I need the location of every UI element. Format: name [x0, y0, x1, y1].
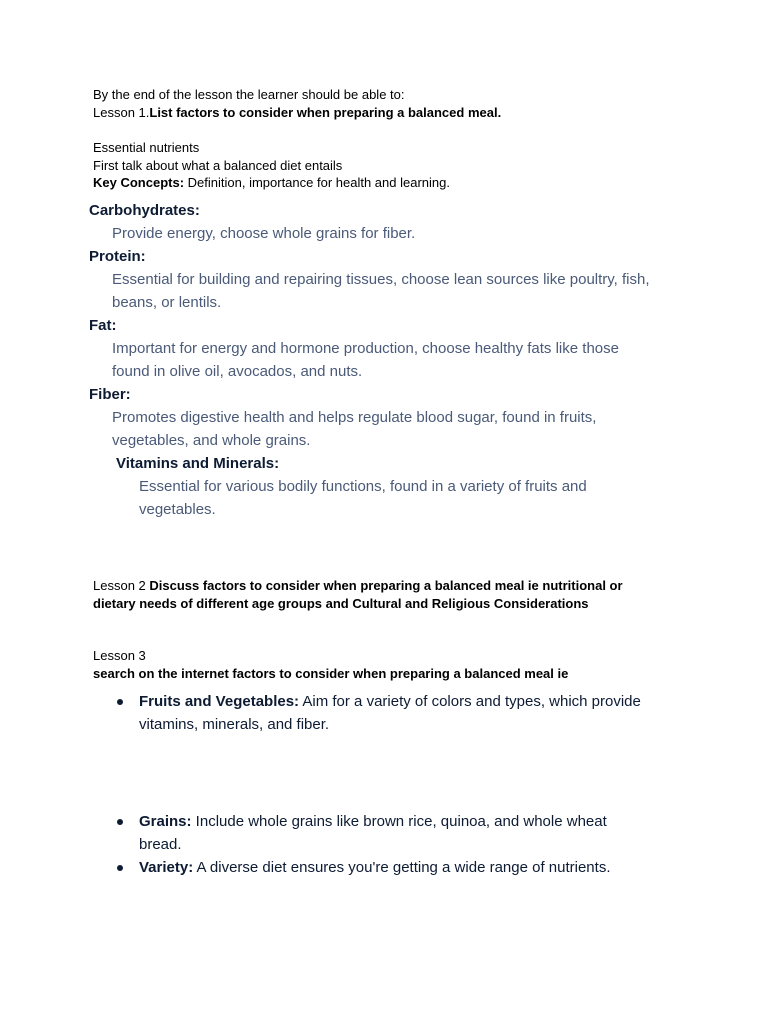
bullet-icon [117, 865, 123, 871]
objective-text: By the end of the lesson the learner should be able to: [93, 87, 405, 102]
lesson-3-instruction [93, 665, 568, 683]
bullet-label: Variety: [139, 859, 194, 876]
bullet-fruits-vegetables-line1 [139, 690, 641, 713]
key-concepts-text: Definition, importance for health and learning. [184, 175, 450, 190]
lesson-2-prefix: Lesson 2 [93, 578, 150, 593]
bullet-label: Fruits and Vegetables: [139, 693, 300, 710]
lesson-2-line1 [93, 577, 623, 595]
bullet-label: Grains: [139, 813, 192, 830]
lesson-2-title-line2: dietary needs of different age groups and Cultural and Religious Considerations [93, 596, 589, 611]
nutrient-name-vitamins-minerals: Vitamins and Minerals: [116, 455, 280, 472]
key-concepts-label: Key Concepts: [93, 175, 185, 190]
nutrient-name-carbohydrates: Carbohydrates: [89, 202, 200, 219]
nutrient-desc-vitamins-line1: Essential for various bodily functions, found in a variety of fruits and [139, 478, 587, 495]
nutrient-desc-protein-line2: beans, or lentils. [112, 294, 222, 311]
bullet-variety-line1 [139, 856, 611, 879]
lesson-1-heading [93, 104, 501, 122]
balanced-diet-talk: First talk about what a balanced diet entails [93, 158, 343, 173]
bullet-text: Include whole grains like brown rice, quinoa, and whole wheat [191, 813, 607, 830]
nutrient-name-fiber: Fiber: [89, 386, 131, 403]
nutrient-desc-vitamins-line2: vegetables. [139, 501, 216, 518]
nutrient-desc-fat-line1: Important for energy and hormone production, choose healthy fats like those [112, 340, 619, 357]
bullet-icon [117, 819, 123, 825]
lesson-2-title-line1: Discuss factors to consider when preparing a balanced meal ie nutritional or [149, 578, 623, 593]
nutrient-desc-carbohydrates: Provide energy, choose whole grains for fiber. [112, 225, 416, 242]
lesson-3-label: Lesson 3 [93, 648, 146, 663]
nutrient-name-protein: Protein: [89, 248, 146, 265]
lesson-2-line2 [93, 595, 589, 613]
nutrient-desc-fiber-line1: Promotes digestive health and helps regulate blood sugar, found in fruits, [112, 409, 597, 426]
bullet-text: Aim for a variety of colors and types, which provide [299, 693, 641, 710]
nutrient-desc-fat-line2: found in olive oil, avocados, and nuts. [112, 363, 363, 380]
key-concepts [93, 174, 450, 192]
lesson-1-prefix: Lesson 1. [93, 105, 150, 120]
nutrient-desc-fiber-line2: vegetables, and whole grains. [112, 432, 311, 449]
essential-nutrients-heading: Essential nutrients [93, 140, 200, 155]
bullet-grains-line2: bread. [139, 836, 182, 853]
bullet-text: A diverse diet ensures you're getting a wide range of nutrients. [193, 859, 611, 876]
lesson-3-instruction-text: search on the internet factors to consider when preparing a balanced meal ie [93, 666, 569, 681]
nutrient-name-fat: Fat: [89, 317, 117, 334]
bullet-fruits-vegetables-line2: vitamins, minerals, and fiber. [139, 716, 330, 733]
lesson-1-title: List factors to consider when preparing a balanced meal. [149, 105, 502, 120]
nutrient-desc-protein-line1: Essential for building and repairing tissues, choose lean sources like poultry, fish, [112, 271, 650, 288]
bullet-icon [117, 699, 123, 705]
bullet-grains-line1 [139, 810, 607, 833]
